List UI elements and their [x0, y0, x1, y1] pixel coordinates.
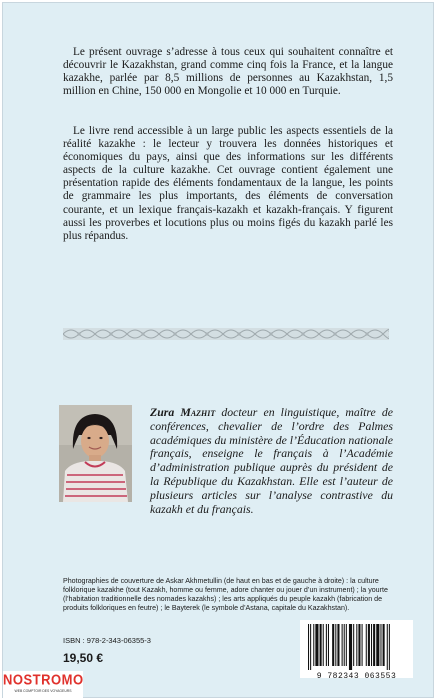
barcode-bar — [337, 624, 339, 666]
retailer-logo-tagline: WEB COMPTOIR DES VOYAGEURS — [14, 689, 72, 693]
barcode-bar — [362, 624, 363, 666]
barcode-bar — [349, 624, 352, 670]
barcode-bar — [344, 624, 345, 666]
barcode-bar — [342, 624, 343, 666]
back-cover — [2, 2, 434, 698]
barcode-bar — [373, 624, 375, 666]
description-paragraph-1: Le présent ouvrage s’adresse à tous ceux qui souhaitent connaître et découvrir le Kazakhstan, grand comme cinq fois la France, et la langue kazakhe, parlée par 8,5 millions de personnes au Kazakhstan, 1,5 million en Chine, 150 000 en Mongolie et 10 000 en Turquie. — [63, 46, 393, 98]
photo-credits: Photographies de couverture de Askar Akhmetullin (de haut en bas et de gauche à droite) : la culture folklorique kazakhe (tout Kazakh, homme ou femme, adore chanter ou jouer d’un instrument) ; la yourte (l’habitation traditionnelle des nomades kazakhs) ; les arts appliqués du peuple kazakh (fabrication de produits folkloriques en feutre) ; le Bayterek (le symbole d’Astana, capitale du Kazakhstan). — [63, 577, 388, 612]
author-portrait-illustration — [59, 405, 132, 502]
price-label: 19,50 € — [63, 651, 104, 665]
barcode-bar — [366, 624, 367, 666]
barcode — [300, 620, 413, 678]
barcode-bar — [326, 624, 327, 666]
barcode-bar — [353, 624, 354, 666]
barcode-bar — [310, 624, 311, 670]
ornament-divider — [63, 324, 389, 344]
barcode-bar — [315, 624, 318, 666]
barcode-bar — [328, 624, 329, 666]
barcode-bar — [376, 624, 379, 666]
barcode-bar — [371, 624, 372, 666]
barcode-bar — [380, 624, 381, 666]
barcode-bar — [323, 624, 324, 666]
author-bio-text: docteur en linguistique, maître de conférences, chevalier de l’ordre des Palmes académiques du ministère de l’Éducation nationale français, enseigne le français à l’Académie d’administration publique auprès du président de la République du Kazakhstan. Elle est l’auteur de plusieurs articles sur l’analyse contrastive du kazakh et du français. — [150, 405, 393, 516]
barcode-bar — [389, 624, 390, 670]
author-first-name: Zura — [150, 405, 175, 419]
barcode-bar — [332, 624, 334, 666]
barcode-bar — [358, 624, 360, 666]
barcode-bar — [320, 624, 322, 666]
barcode-bars — [300, 620, 413, 672]
barcode-bar — [368, 624, 370, 666]
barcode-bar — [387, 624, 388, 670]
retailer-logo-name: NOSTROMO — [3, 671, 84, 688]
barcode-bar — [313, 624, 314, 666]
isbn-label: ISBN : 978-2-343-06355-3 — [63, 636, 151, 645]
author-bio — [150, 406, 393, 516]
barcode-bar — [308, 624, 309, 670]
author-last-name: Mazhit — [180, 405, 216, 419]
retailer-logo — [3, 671, 83, 698]
barcode-bar — [335, 624, 336, 666]
barcode-digits: 9 782343 063553 — [316, 672, 397, 681]
barcode-bar — [383, 624, 385, 666]
description-paragraph-2: Le livre rend accessible à un large public les aspects essentiels de la réalité kazakhe : le lecteur y trouvera les données historiques et économiques du pays, ainsi que des informations sur les différents aspects de la culture kazakhe. Cet ouvrage contient également une présentation rapide des éléments fondamentaux de la langue, les points de grammaire les plus importants, des éléments de conversation courante, et un lexique français-kazakh et kazakh-français. Y figurent aussi les proverbes et locutions plus ou moins figés du kazakh parlé les plus répandus. — [63, 125, 393, 242]
barcode-bar — [356, 624, 357, 666]
barcode-bar — [346, 624, 347, 666]
author-photo — [59, 405, 132, 502]
